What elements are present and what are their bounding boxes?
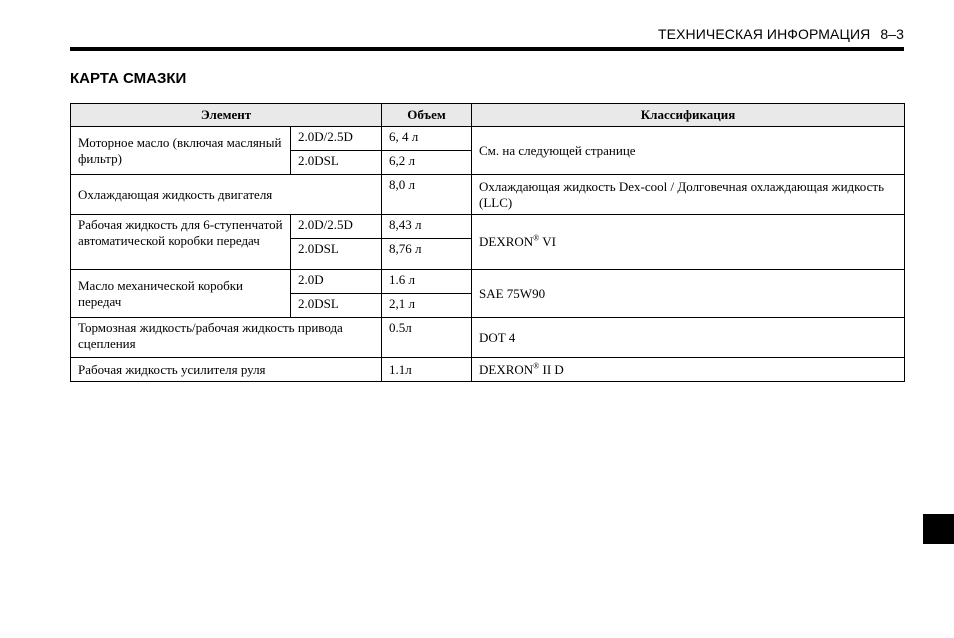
row-classification bbox=[472, 215, 905, 270]
row-classification: DOT 4 bbox=[472, 318, 905, 358]
row-volume: 6,2 л bbox=[382, 151, 472, 175]
row-volume: 8,0 л bbox=[382, 175, 472, 215]
row-element-brake-fluid: Тормозная жидкость/рабочая жидкость привода сцепления bbox=[71, 318, 382, 358]
column-header-volume: Объем bbox=[382, 104, 472, 127]
row-element-manual-transmission: Масло механической коробки передач bbox=[71, 270, 291, 318]
row-volume: 2,1 л bbox=[382, 294, 472, 318]
running-header bbox=[658, 26, 904, 42]
classification-suffix: II D bbox=[539, 361, 564, 377]
section-title: КАРТА СМАЗКИ bbox=[70, 70, 187, 87]
row-volume: 8,43 л bbox=[382, 215, 472, 239]
header-section-title: ТЕХНИЧЕСКАЯ ИНФОРМАЦИЯ bbox=[658, 26, 871, 42]
table-row bbox=[71, 358, 905, 382]
row-volume: 0.5л bbox=[382, 318, 472, 358]
registered-mark: ® bbox=[533, 361, 540, 371]
row-engine-variant: 2.0DSL bbox=[291, 239, 382, 270]
registered-mark: ® bbox=[533, 233, 540, 243]
row-volume: 1.1л bbox=[382, 358, 472, 382]
row-engine-variant: 2.0D bbox=[291, 270, 382, 294]
row-volume: 6, 4 л bbox=[382, 127, 472, 151]
row-classification bbox=[472, 358, 905, 382]
row-volume: 8,76 л bbox=[382, 239, 472, 270]
classification-suffix: VI bbox=[539, 234, 556, 249]
header-rule bbox=[70, 47, 904, 51]
row-element-coolant: Охлаждающая жидкость двигателя bbox=[71, 175, 382, 215]
table-row bbox=[71, 127, 905, 151]
column-header-classification: Классификация bbox=[472, 104, 905, 127]
table-row bbox=[71, 175, 905, 215]
classification-main: DEXRON bbox=[479, 361, 534, 377]
table-row bbox=[71, 318, 905, 358]
table-header-row bbox=[71, 104, 905, 127]
lubrication-chart-table bbox=[70, 103, 905, 382]
row-volume: 1.6 л bbox=[382, 270, 472, 294]
row-element-auto-transmission: Рабочая жидкость для 6-ступенчатой автоматической коробки передач bbox=[71, 215, 291, 270]
classification-main: DEXRON bbox=[479, 234, 534, 249]
row-engine-variant: 2.0D/2.5D bbox=[291, 215, 382, 239]
row-element-engine-oil: Моторное масло (включая масляный фильтр) bbox=[71, 127, 291, 175]
row-classification: Охлаждающая жидкость Dex-cool / Долговечная охлаждающая жидкость (LLC) bbox=[472, 175, 905, 215]
row-engine-variant: 2.0D/2.5D bbox=[291, 127, 382, 151]
row-engine-variant: 2.0DSL bbox=[291, 151, 382, 175]
page-number: 8–3 bbox=[880, 26, 904, 42]
row-engine-variant: 2.0DSL bbox=[291, 294, 382, 318]
row-classification: См. на следующей странице bbox=[472, 127, 905, 175]
chapter-thumb-tab bbox=[923, 514, 954, 544]
table-row bbox=[71, 270, 905, 294]
row-classification: SAE 75W90 bbox=[472, 270, 905, 318]
row-element-power-steering: Рабочая жидкость усилителя руля bbox=[71, 358, 382, 382]
table-row bbox=[71, 215, 905, 239]
column-header-element: Элемент bbox=[71, 104, 382, 127]
